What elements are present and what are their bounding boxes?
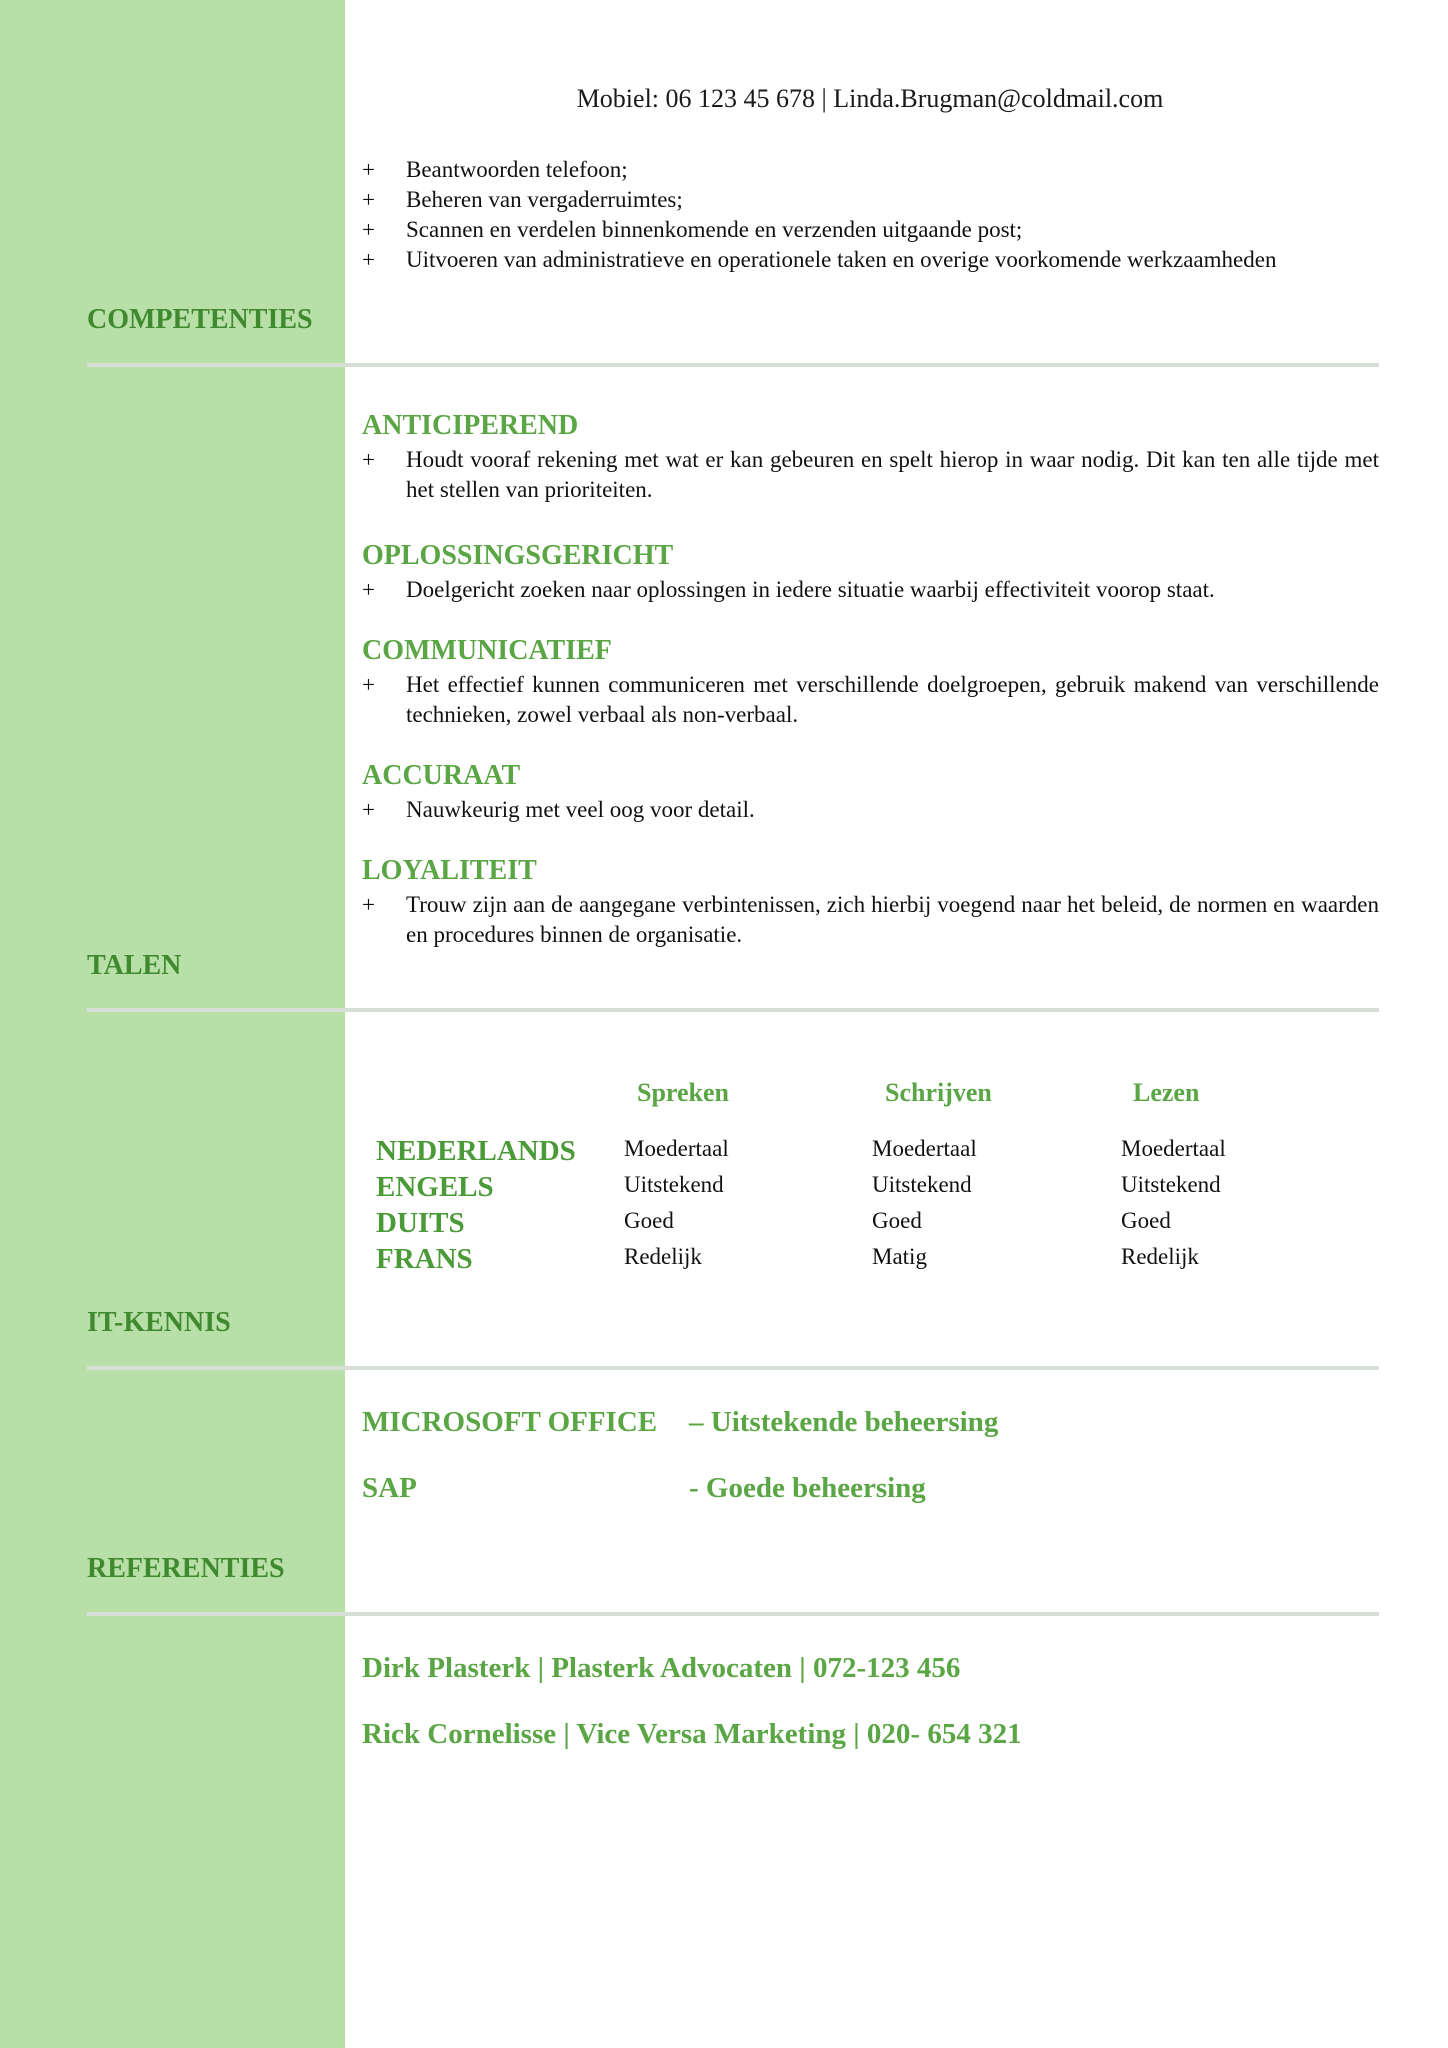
language-level: Moedertaal — [1121, 1136, 1226, 1161]
language-level: Redelijk — [1121, 1244, 1199, 1269]
duties-list — [362, 155, 1379, 275]
list-item-text: Scannen en verdelen binnenkomende en verzenden uitgaande post; — [406, 217, 1023, 242]
competency-description — [362, 795, 1379, 825]
list-item — [362, 155, 1379, 185]
section-divider — [87, 1008, 1379, 1012]
competency-description — [362, 890, 1379, 950]
language-name: FRANS — [376, 1243, 473, 1275]
bullet-plus: + — [362, 892, 375, 917]
it-skill-level: - Goede beheersing — [689, 1472, 926, 1504]
section-label-talen: TALEN — [87, 950, 182, 981]
competency-description — [362, 575, 1379, 605]
it-skill-level: – Uitstekende beheersing — [689, 1406, 999, 1438]
competency-text: Nauwkeurig met veel oog voor detail. — [406, 797, 755, 822]
section-label-it-kennis: IT-KENNIS — [87, 1307, 231, 1338]
bullet-plus: + — [362, 447, 375, 472]
section-divider — [87, 1612, 1379, 1616]
contact-line: Mobiel: 06 123 45 678 | Linda.Brugman@coldmail.com — [576, 84, 1164, 113]
language-level: Goed — [872, 1208, 922, 1233]
competency-title: OPLOSSINGSGERICHT — [362, 540, 674, 571]
list-item-text: Beheren van vergaderruimtes; — [406, 187, 683, 212]
language-level: Moedertaal — [624, 1136, 729, 1161]
language-name: DUITS — [376, 1207, 465, 1239]
language-name: ENGELS — [376, 1171, 494, 1203]
competency-description — [362, 445, 1379, 505]
competency-title: ACCURAAT — [362, 760, 521, 791]
reference-line: Dirk Plasterk | Plasterk Advocaten | 072-123 456 — [362, 1652, 961, 1684]
list-item-text: Uitvoeren van administratieve en operationele taken en overige voorkomende werkzaamheden — [406, 247, 1277, 272]
competency-title: COMMUNICATIEF — [362, 635, 612, 666]
competency-text: Houdt vooraf rekening met wat er kan gebeuren en spelt hierop in waar nodig. Dit kan ten alle tijde met het stellen van prioriteiten. — [406, 447, 1379, 502]
it-skill-name: MICROSOFT OFFICE — [362, 1406, 658, 1438]
bullet-plus: + — [362, 217, 375, 242]
bullet-plus: + — [362, 672, 375, 697]
list-item — [362, 215, 1379, 245]
competency-text: Trouw zijn aan de aangegane verbintenissen, zich hierbij voegend naar het beleid, de normen en waarden en procedures binnen de organisatie. — [406, 892, 1379, 947]
list-item — [362, 185, 1379, 215]
list-item-text: Beantwoorden telefoon; — [406, 157, 628, 182]
language-level: Uitstekend — [1121, 1172, 1221, 1197]
bullet-plus: + — [362, 157, 375, 182]
list-item — [362, 245, 1379, 275]
language-level: Uitstekend — [624, 1172, 724, 1197]
language-level: Uitstekend — [872, 1172, 972, 1197]
bullet-plus: + — [362, 577, 375, 602]
language-name: NEDERLANDS — [376, 1135, 576, 1167]
language-header-schrijven: Schrijven — [885, 1078, 992, 1107]
language-level: Goed — [624, 1208, 674, 1233]
language-level: Matig — [872, 1244, 927, 1269]
language-level: Redelijk — [624, 1244, 702, 1269]
bullet-plus: + — [362, 187, 375, 212]
language-level: Goed — [1121, 1208, 1171, 1233]
section-label-competenties: COMPETENTIES — [87, 304, 313, 335]
bullet-plus: + — [362, 247, 375, 272]
competency-text: Doelgericht zoeken naar oplossingen in iedere situatie waarbij effectiviteit voorop staat. — [406, 577, 1215, 602]
it-skill-name: SAP — [362, 1472, 417, 1504]
competency-title: LOYALITEIT — [362, 855, 537, 886]
language-header-spreken: Spreken — [637, 1078, 729, 1107]
competency-text: Het effectief kunnen communiceren met verschillende doelgroepen, gebruik makend van verschillende technieken, zowel verbaal als non-verbaal. — [406, 672, 1379, 727]
competency-title: ANTICIPEREND — [362, 410, 579, 441]
bullet-plus: + — [362, 797, 375, 822]
section-label-referenties: REFERENTIES — [87, 1553, 285, 1584]
section-divider — [87, 1366, 1379, 1370]
reference-line: Rick Cornelisse | Vice Versa Marketing | 020- 654 321 — [362, 1718, 1022, 1750]
language-header-lezen: Lezen — [1133, 1078, 1200, 1107]
language-level: Moedertaal — [872, 1136, 977, 1161]
competency-description — [362, 670, 1379, 730]
section-divider — [87, 363, 1379, 367]
